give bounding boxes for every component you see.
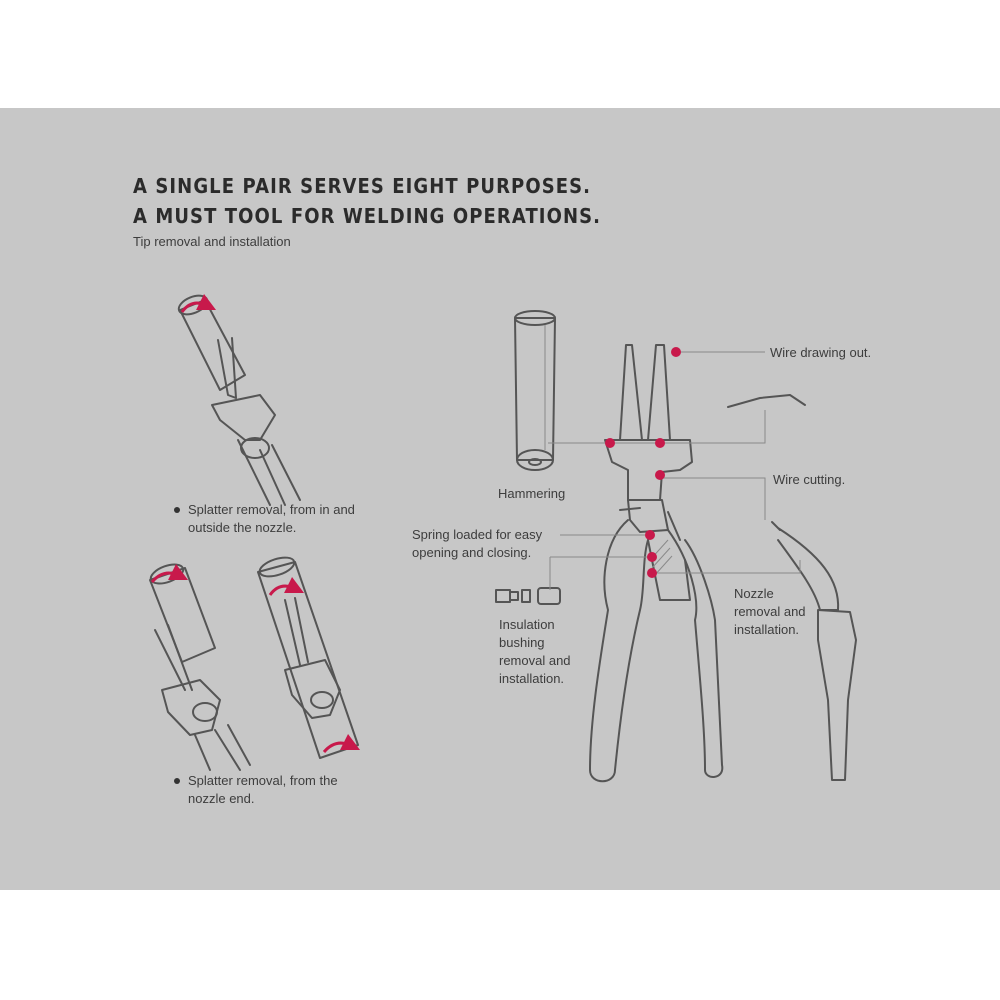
callout-dots [605,347,681,578]
callout-insulation-line-4: installation. [499,671,565,686]
bullet-2-line-2: nozzle end. [188,791,255,806]
bullet-1-line-2: outside the nozzle. [188,520,297,535]
welding-torch [772,522,856,780]
bullet-dot-1 [174,507,180,513]
callout-wire-drawing: Wire drawing out. [770,345,872,360]
insulation-bushing [496,588,560,604]
headline-line-1: A SINGLE PAIR SERVES EIGHT PURPOSES. [133,174,592,198]
headline-line-2: A MUST TOOL FOR WELDING OPERATIONS. [133,204,602,228]
subtitle: Tip removal and installation [133,234,291,249]
main-pliers [590,345,722,781]
bullet-1-line-1: Splatter removal, from in and [188,502,355,517]
callout-nozzle-line-3: installation. [734,622,800,637]
nozzle-pliers-illustration-3 [257,554,358,758]
nozzle-pliers-illustration-1 [176,292,300,505]
callout-nozzle-line-1: Nozzle [734,586,774,601]
callout-nozzle-line-2: removal and [734,604,806,619]
callout-insulation-line-3: removal and [499,653,571,668]
callout-spring-line-1: Spring loaded for easy [412,527,543,542]
bullet-2-line-1: Splatter removal, from the [188,773,338,788]
wire-piece [728,395,805,407]
callout-insulation-line-2: bushing [499,635,545,650]
nozzle-pliers-illustration-2 [148,561,250,770]
callout-wire-cutting: Wire cutting. [773,472,846,487]
nozzle-cylinder [515,311,555,470]
callout-spring-line-2: opening and closing. [412,545,532,560]
bullet-dot-2 [174,778,180,784]
callout-hammering: Hammering [498,486,566,501]
callout-insulation-line-1: Insulation [499,617,555,632]
